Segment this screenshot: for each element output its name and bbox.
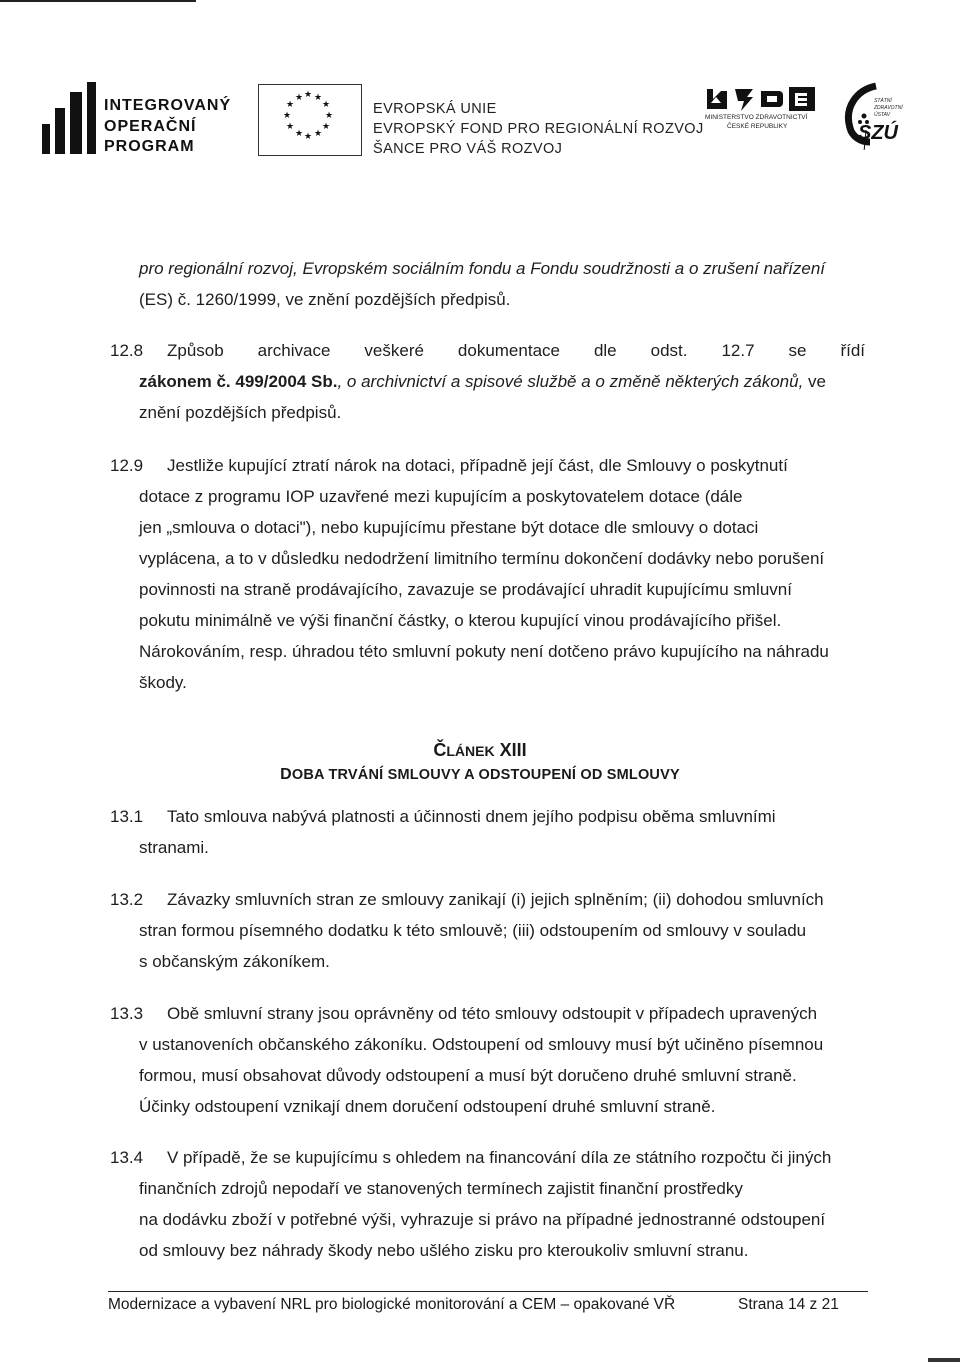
article-title-number: XIII: [499, 740, 527, 760]
clause-number-12-9: 12.9: [110, 456, 144, 475]
eu-line-2: EVROPSKÝ FOND PRO REGIONÁLNÍ ROZVOJ: [373, 121, 704, 137]
eu-star-icon: ★: [322, 99, 331, 109]
ministry-text: [705, 113, 807, 131]
eu-star-icon: ★: [283, 110, 292, 120]
iop-logo: [42, 82, 242, 160]
clause-number-13-3: 13.3: [110, 1004, 144, 1023]
eu-flag-logo: [258, 84, 362, 156]
ministry-line-1: MINISTERSTVO ZDRAVOTNICTVÍ: [705, 114, 808, 121]
clause-12-9-line-6: pokutu minimálně ve výši finanční částky, o kterou kupující vinou prodávajícího přišel.: [139, 611, 782, 630]
subtitle-cap: D: [280, 766, 292, 783]
law-title: , o archivnictví a spisové službě a o změně některých zákonů,: [337, 372, 804, 391]
clause-12-9-line-2: dotace z programu IOP uzavřené mezi kupujícím a poskytovatelem dotace (dále: [139, 487, 743, 506]
clause-number-13-2: 13.2: [110, 890, 144, 909]
iop-line-2: OPERAČNÍ: [104, 117, 197, 135]
word: dle: [593, 341, 617, 360]
eu-text-block: [373, 99, 704, 159]
szu-logo: [836, 80, 916, 155]
top-rule: [0, 0, 196, 2]
eu-line-1: EVROPSKÁ UNIE: [373, 101, 497, 117]
eu-star-icon: ★: [322, 121, 331, 131]
article-subtitle: [0, 766, 960, 784]
subtitle-word: OBA: [291, 767, 325, 783]
clause-13-4-line-4: od smlouvy bez náhrady škody nebo ušlého zisku pro kteroukoliv smluvní stranu.: [139, 1241, 749, 1260]
iop-bar-1: [42, 124, 50, 154]
subtitle-word: SMLOUVY: [606, 767, 680, 783]
clause-13-2-line-3: s občanským zákoníkem.: [139, 952, 330, 971]
eu-line-3: ŠANCE PRO VÁŠ ROZVOJ: [373, 141, 563, 157]
footer-rule: [108, 1291, 868, 1292]
word: 12.7: [721, 341, 755, 360]
clause-13-3-line-4: Účinky odstoupení vznikají dnem doručení odstoupení druhé smluvní straně.: [139, 1097, 716, 1116]
iop-line-1: INTEGROVANÝ: [104, 97, 232, 114]
clause-number-12-8: 12.8: [110, 341, 144, 360]
article-title: [0, 740, 960, 761]
eu-star-icon: ★: [304, 89, 313, 99]
intro-line-1: pro regionální rozvoj, Evropském sociálním fondu a Fondu soudržnosti a o zrušení nařízení: [139, 259, 826, 278]
szu-small-line-3: ÚSTAV: [874, 112, 891, 118]
law-tail: ve: [803, 372, 826, 391]
clause-12-9-line-8: škody.: [139, 673, 187, 692]
clause-13-2-line-1: Závazky smluvních stran ze smlouvy zanikají (i) jejich splněním; (ii) dohodou smluvních: [167, 890, 824, 909]
clause-13-4-line-1: V případě, že se kupujícímu s ohledem na financování díla ze státního rozpočtu či jiných: [167, 1148, 832, 1167]
eu-star-icon: ★: [314, 128, 323, 138]
eu-star-icon: ★: [295, 92, 304, 102]
word: archivace: [257, 341, 331, 360]
clause-13-1-line-2: stranami.: [139, 838, 209, 857]
clause-12-8-line-1: [167, 340, 865, 362]
eu-star-icon: ★: [295, 128, 304, 138]
iop-bar-3: [70, 92, 82, 154]
word: Způsob: [167, 341, 224, 360]
szu-small-line-1: STÁTNÍ: [874, 98, 892, 104]
eu-star-icon: ★: [314, 92, 323, 102]
clause-12-9-line-7: Nárokováním, resp. úhradou této smluvní pokuty není dotčeno právo kupujícího na náhradu: [139, 642, 829, 661]
clause-12-9-line-1: Jestliže kupující ztratí nárok na dotaci, případně její část, dle Smlouvy o poskytnutí: [167, 456, 788, 475]
intro-line-2-text: (ES) č. 1260/1999, ve znění pozdějších předpisů.: [139, 290, 511, 309]
article-title-cap: Č: [433, 740, 447, 760]
law-reference: zákonem č. 499/2004 Sb.: [139, 372, 338, 391]
ministry-logo: [705, 85, 820, 135]
clause-12-9-line-3: jen „smlouva o dotaci"), nebo kupujícímu přestane být dotace dle smlouvy o dotaci: [139, 518, 759, 537]
subtitle-word: OD: [580, 767, 603, 783]
footer-page-number: Strana 14 z 21: [738, 1296, 839, 1313]
eu-star-icon: ★: [325, 110, 334, 120]
subtitle-word: ODSTOUPENÍ: [478, 767, 577, 783]
ministry-emblem-icon: [705, 85, 817, 113]
iop-logo-text: [104, 96, 231, 158]
clause-12-9-line-4: vyplácena, a to v důsledku nedodržení limitního termínu dokončení dodávky nebo porušení: [139, 549, 825, 568]
word: se: [788, 341, 807, 360]
subtitle-word: A: [464, 767, 475, 783]
clause-number-13-1: 13.1: [110, 807, 144, 826]
footer-title: Modernizace a vybavení NRL pro biologické monitorování a CEM – opakované VŘ: [108, 1296, 676, 1313]
article-title-rest: LÁNEK: [446, 743, 495, 759]
word: odst.: [650, 341, 688, 360]
clause-13-3-line-3: formou, musí obsahovat důvody odstoupení a musí být doručeno druhé smluvní straně.: [139, 1066, 797, 1085]
word: dokumentace: [457, 341, 560, 360]
word: veškeré: [364, 341, 424, 360]
subtitle-word: SMLOUVY: [387, 767, 461, 783]
szu-label: SZÚ: [858, 122, 898, 144]
intro-line-2: [139, 289, 510, 311]
szu-small-line-2: ZDRAVOTNÍ: [874, 105, 903, 111]
szu-small-text: [874, 98, 903, 119]
word: řídí: [840, 341, 865, 360]
clause-12-9-line-5: povinnosti na straně prodávajícího, zavazuje se prodávající uhradit kupujícímu smluvní: [139, 580, 792, 599]
clause-13-4-line-3: na dodávku zboží v potřebné výši, vyhrazuje si právo na případné jednostranné odstoupení: [139, 1210, 826, 1229]
clause-13-3-line-1: Obě smluvní strany jsou oprávněny od této smlouvy odstoupit v případech upravených: [167, 1004, 818, 1023]
iop-line-3: PROGRAM: [104, 138, 195, 155]
scan-edge-mark: [928, 1358, 960, 1362]
eu-star-icon: ★: [286, 99, 295, 109]
clause-13-1-line-1: Tato smlouva nabývá platnosti a účinnosti dnem jejího podpisu oběma smluvními: [167, 807, 776, 826]
eu-star-icon: ★: [304, 131, 313, 141]
subtitle-word: TRVÁNÍ: [328, 767, 384, 783]
clause-13-4-line-2: finančních zdrojů nepodaří ve stanovených termínech zajistit finanční prostředky: [139, 1179, 743, 1198]
clause-number-13-4: 13.4: [110, 1148, 144, 1167]
iop-bar-2: [55, 108, 65, 154]
clause-13-3-line-2: v ustanoveních občanského zákoníku. Odstoupení od smlouvy musí být učiněno písemnou: [139, 1035, 824, 1054]
ministry-line-2: ČESKÉ REPUBLIKY: [727, 123, 788, 130]
eu-star-icon: ★: [286, 121, 295, 131]
iop-bar-4: [87, 82, 96, 154]
clause-12-8-line-3: znění pozdějších předpisů.: [139, 403, 342, 422]
clause-12-8-line-2: [139, 371, 826, 393]
clause-13-2-line-2: stran formou písemného dodatku k této smlouvě; (iii) odstoupením od smlouvy v souladu: [139, 921, 807, 940]
